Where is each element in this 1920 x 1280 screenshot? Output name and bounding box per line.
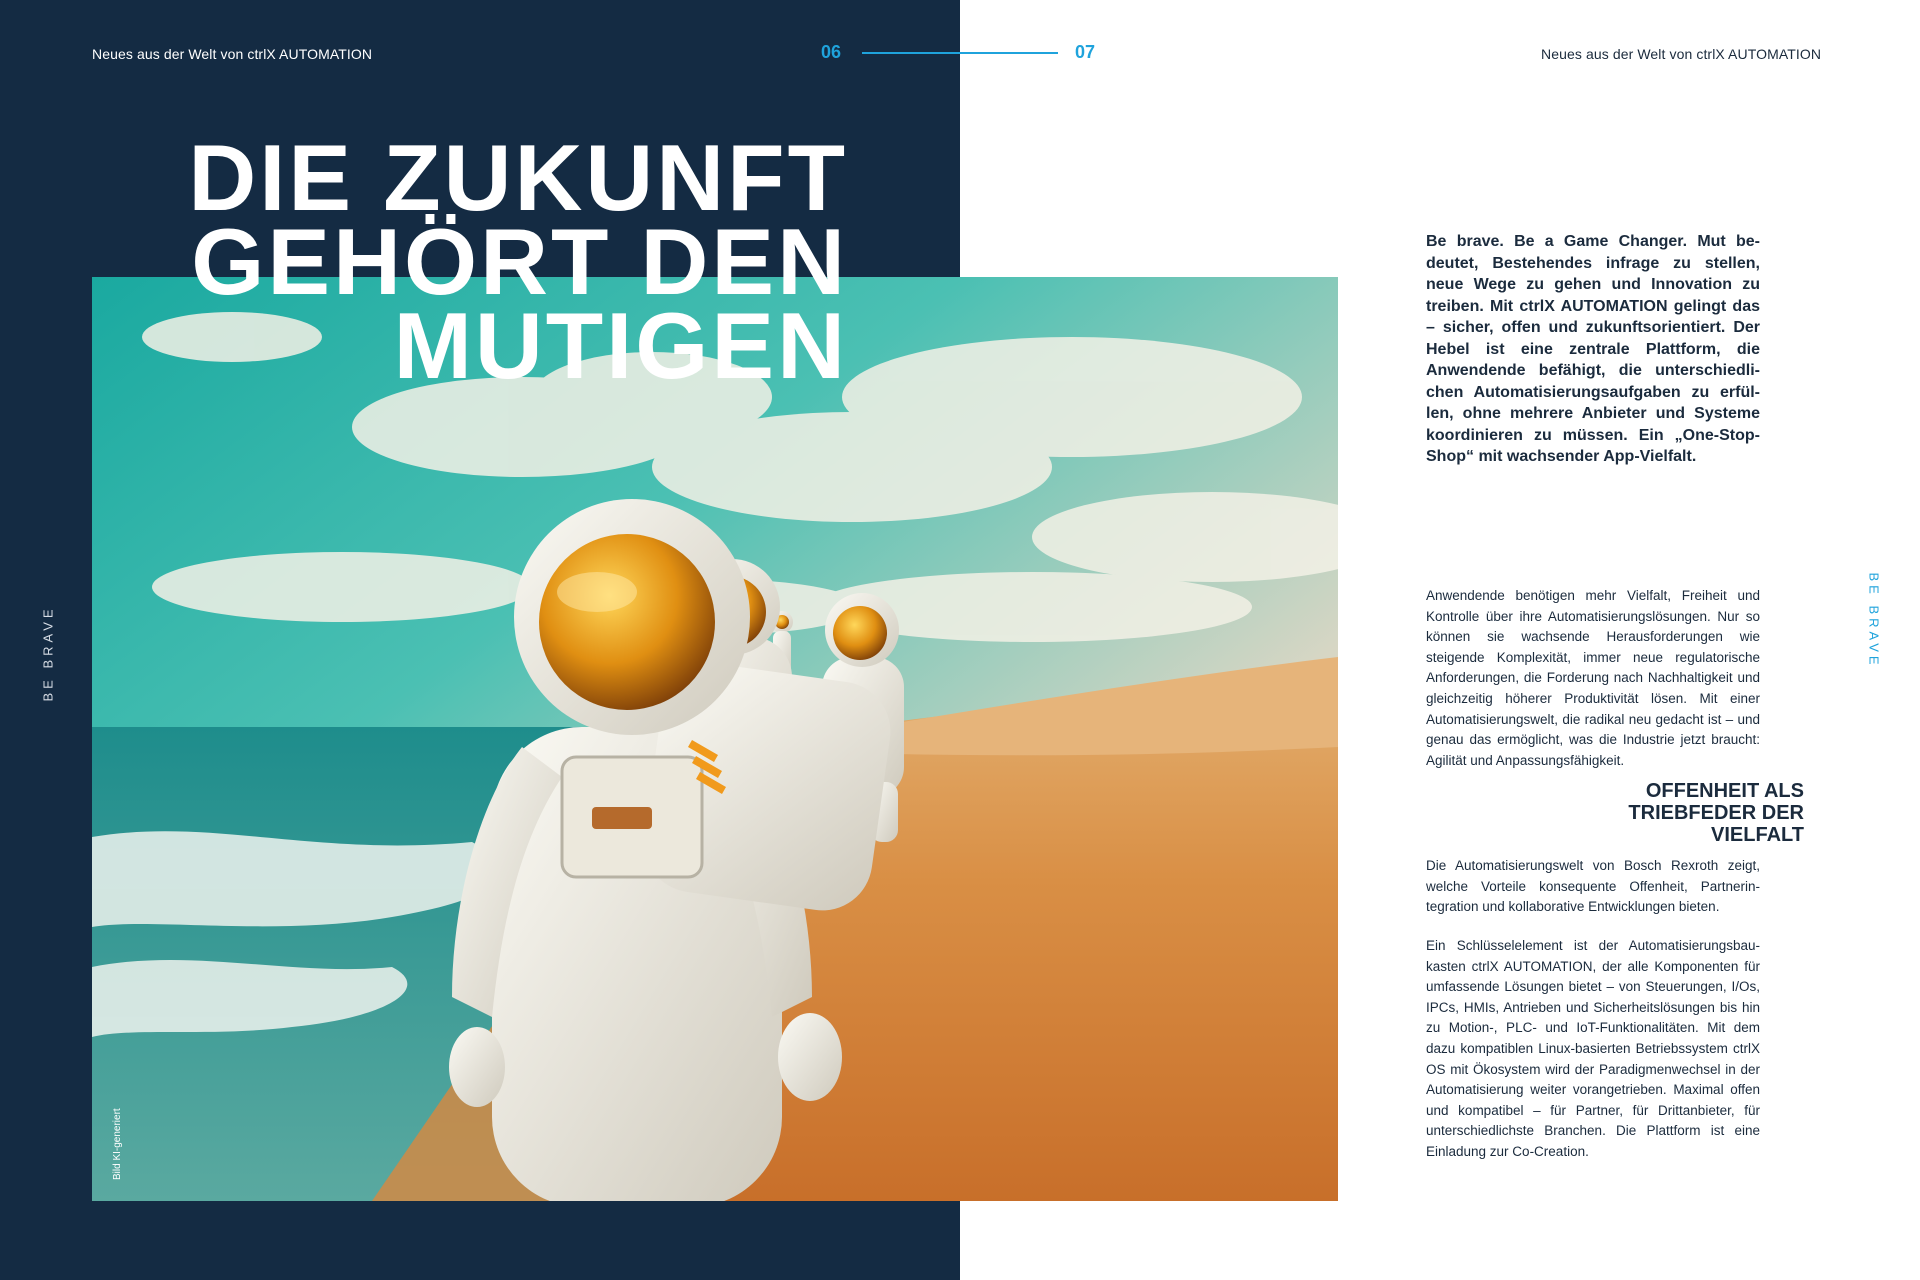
body-paragraph-3: Ein Schlüsselelement ist der Automatisierungsbaukasten ctrlX AUTOMATION, der alle Komponenten für umfassende Lösungen bietet – von Steuerungen, I/Os, IPCs, HMIs, Antrieben und Sicherheitslösungen bis hin zu Motion-, PLC- und IoT-Funktionalitäten. Mit dem dazu kompatiblen Linux-basierten Betriebssystem ctrlX OS mit Ökosystem wird der Paradigmenwechsel in der Automatisierung weiter vorangetrieben. Maximal offen und kompatibel – für Partner, für Drittanbieter, für unterschiedlichste Branchen. Die Plattform ist eine Einladung zur Co-Creation. — [1426, 938, 1760, 1159]
headline-line-2: GEHÖRT DEN — [191, 209, 848, 314]
lead-paragraph: Be brave. Be a Game Changer. Mut bedeutet, Bestehendes infrage zu stellen, neue Wege zu gehen und Innovation zu treiben. Mit ctrlX AUTOMATION gelingt das – sicher, offen und zukunftsorientiert. Der Hebel ist eine zentrale Plattform, die Anwendende befähigt, die unterschiedlichen Automatisierungsaufgaben zu erfüllen, ohne mehrere Anbieter und Systeme koordinieren zu müssen. Ein „One-Stop-Shop“ mit wachsender App-Vielfalt. — [1426, 233, 1760, 465]
page-number-right: 07 — [1075, 42, 1096, 62]
headline-line-1: DIE ZUKUNFT — [188, 125, 848, 230]
page-number-left: 06 — [821, 42, 842, 62]
section-heading — [1426, 780, 1804, 846]
side-label-right: BE BRAVE — [1866, 572, 1882, 669]
body-paragraph-1: Anwendende benötigen mehr Vielfalt, Freiheit und Kontrolle über ihre Automatisierungslösungen. Nur so können sie wachsende Herausforderungen wie steigende Komplexität, immer neue regulatorische Anforderungen, die Forderung nach Nachhaltigkeit und gleichzeitig höherer Produktivität lösen. Mit einer Automatisierungswelt, die radikal neu gedacht ist – und genau das ermöglicht, was die Industrie jetzt braucht: Agilität und Anpassungsfähigkeit. — [1426, 588, 1760, 768]
running-head-left: Neues aus der Welt von ctrlX AUTOMATION — [92, 46, 373, 62]
hero-image — [92, 277, 1338, 1201]
section-heading-line-2: TRIEBFEDER DER — [1628, 802, 1804, 824]
headline-line-3: MUTIGEN — [393, 293, 848, 398]
running-head-right: Neues aus der Welt von ctrlX AUTOMATION — [1541, 46, 1822, 62]
photo-credit: Bild KI-generiert — [112, 1108, 123, 1180]
page-headline — [120, 125, 848, 398]
page-number-divider — [862, 52, 1058, 54]
side-label-left: BE BRAVE — [40, 605, 56, 702]
section-heading-line-3: VIELFALT — [1711, 824, 1804, 846]
body-paragraph-2: Die Automatisierungswelt von Bosch Rexroth zeigt, welche Vorteile konsequente Offenheit, Partnerintegration und kollaborative Entwicklungen bieten. — [1426, 858, 1760, 915]
section-heading-line-1: OFFENHEIT ALS — [1645, 780, 1804, 802]
